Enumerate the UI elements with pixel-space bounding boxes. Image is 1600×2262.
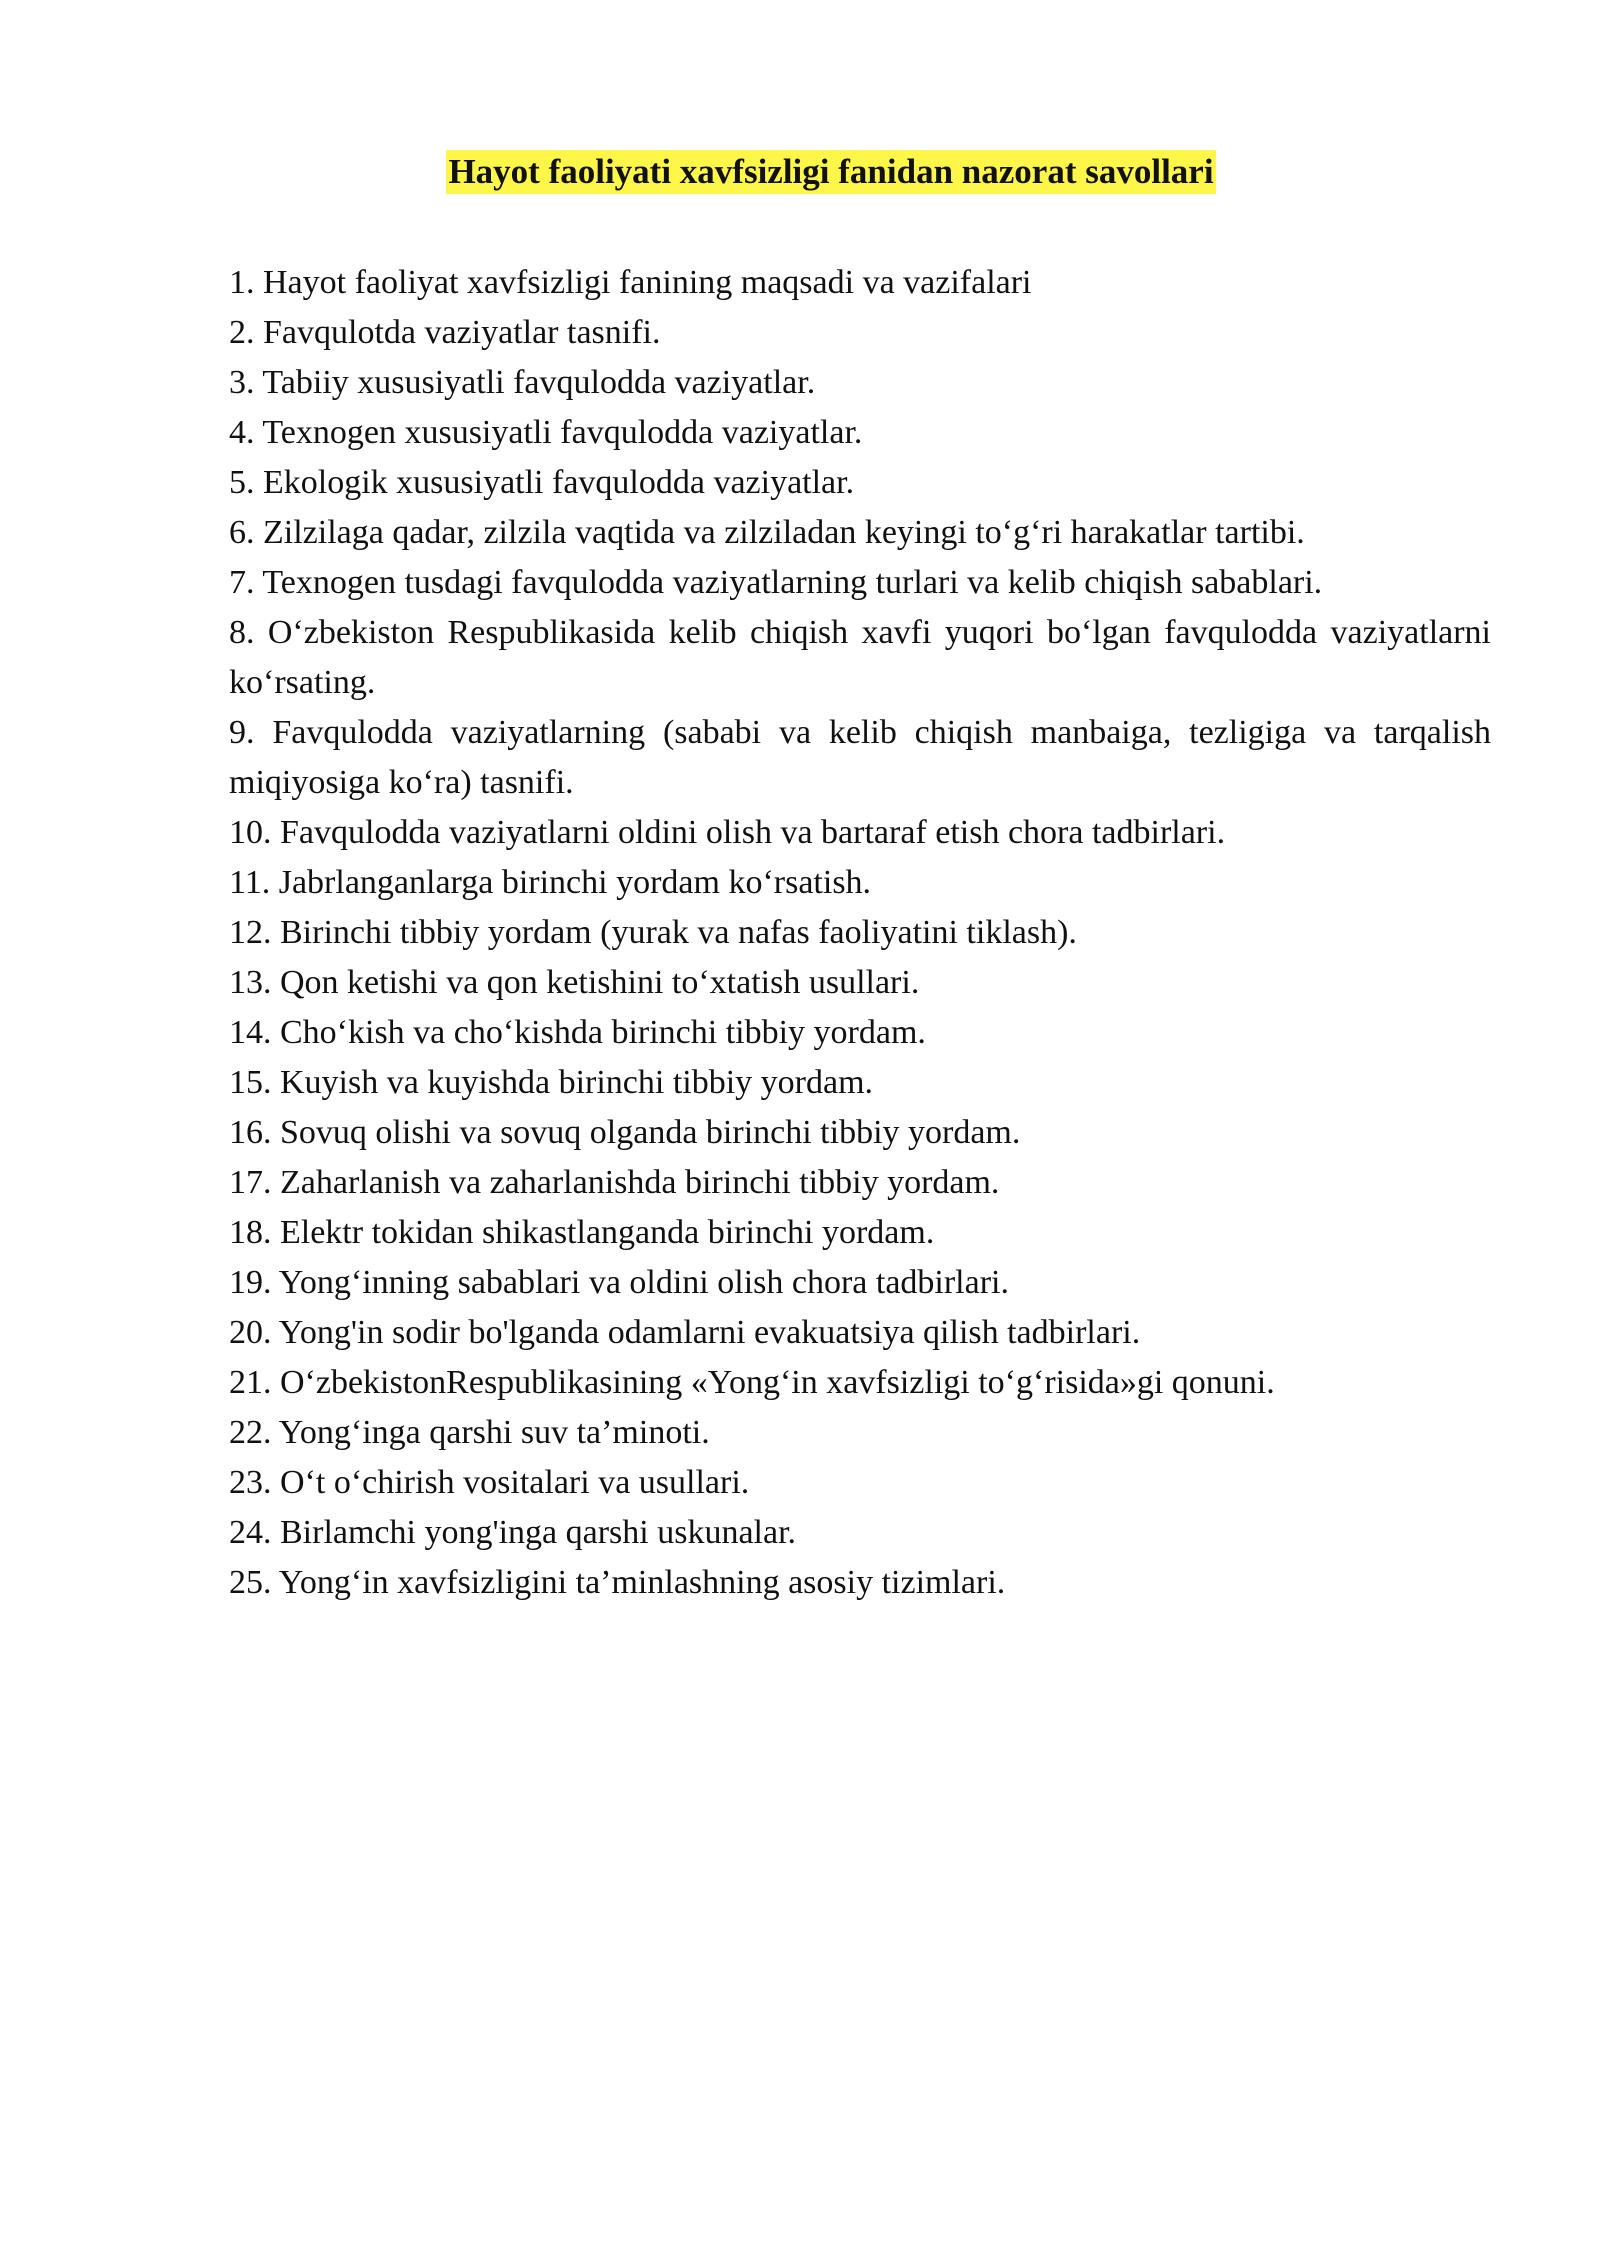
question-list — [229, 258, 1491, 1608]
question-item: 18. Elektr tokidan shikastlanganda birinchi yordam. — [229, 1214, 935, 1251]
question-item: 9. Favqulodda vaziyatlarning (sababi va kelib chiqish manbaiga, tezligiga va tarqalish miqiyosiga ko‘ra) tasnifi. — [229, 714, 1491, 801]
question-item: 25. Yong‘in xavfsizligini ta’minlashning asosiy tizimlari. — [229, 1564, 1006, 1601]
question-item: 23. O‘t o‘chirish vositalari va usullari. — [229, 1464, 750, 1501]
question-item: 8. O‘zbekiston Respublikasida kelib chiqish xavfi yuqori bo‘lgan favqulodda vaziyatlarni ko‘rsating. — [229, 614, 1491, 701]
question-item: 17. Zaharlanish va zaharlanishda birinchi tibbiy yordam. — [229, 1164, 1000, 1201]
question-item: 10. Favqulodda vaziyatlarni oldini olish va bartaraf etish chora tadbirlari. — [229, 814, 1226, 851]
question-item: 4. Texnogen xususiyatli favqulodda vaziyatlar. — [229, 414, 863, 451]
question-item: 24. Birlamchi yong'inga qarshi uskunalar. — [229, 1514, 797, 1551]
question-item: 6. Zilzilaga qadar, zilzila vaqtida va zilziladan keyingi to‘g‘ri harakatlar tartibi. — [229, 514, 1305, 551]
document-title: Hayot faoliyati xavfsizligi fanidan nazorat savollari — [446, 150, 1215, 194]
question-item: 16. Sovuq olishi va sovuq olganda birinchi tibbiy yordam. — [229, 1114, 1021, 1151]
question-item: 2. Favqulotda vaziyatlar tasnifi. — [229, 314, 661, 351]
question-item: 12. Birinchi tibbiy yordam (yurak va nafas faoliyatini tiklash). — [229, 914, 1077, 951]
question-item: 14. Cho‘kish va cho‘kishda birinchi tibbiy yordam. — [229, 1014, 926, 1051]
question-item: 21. O‘zbekistonRespublikasining «Yong‘in xavfsizligi to‘g‘risida»gi qonuni. — [229, 1364, 1275, 1401]
question-item: 20. Yong'in sodir bo'lganda odamlarni evakuatsiya qilish tadbirlari. — [229, 1314, 1141, 1351]
question-item: 22. Yong‘inga qarshi suv ta’minoti. — [229, 1414, 710, 1451]
question-item: 15. Kuyish va kuyishda birinchi tibbiy yordam. — [229, 1064, 874, 1101]
question-item: 13. Qon ketishi va qon ketishini to‘xtatish usullari. — [229, 964, 920, 1001]
question-item: 1. Hayot faoliyat xavfsizligi fanining maqsadi va vazifalari — [229, 264, 1032, 301]
question-item: 5. Ekologik xususiyatli favqulodda vaziyatlar. — [229, 464, 855, 501]
question-item: 7. Texnogen tusdagi favqulodda vaziyatlarning turlari va kelib chiqish sabablari. — [229, 564, 1323, 601]
question-item: 11. Jabrlanganlarga birinchi yordam ko‘rsatish. — [229, 864, 872, 901]
question-item: 3. Tabiiy xususiyatli favqulodda vaziyatlar. — [229, 364, 816, 401]
title-container — [0, 150, 1600, 194]
question-item: 19. Yong‘inning sabablari va oldini olish chora tadbirlari. — [229, 1264, 1009, 1301]
